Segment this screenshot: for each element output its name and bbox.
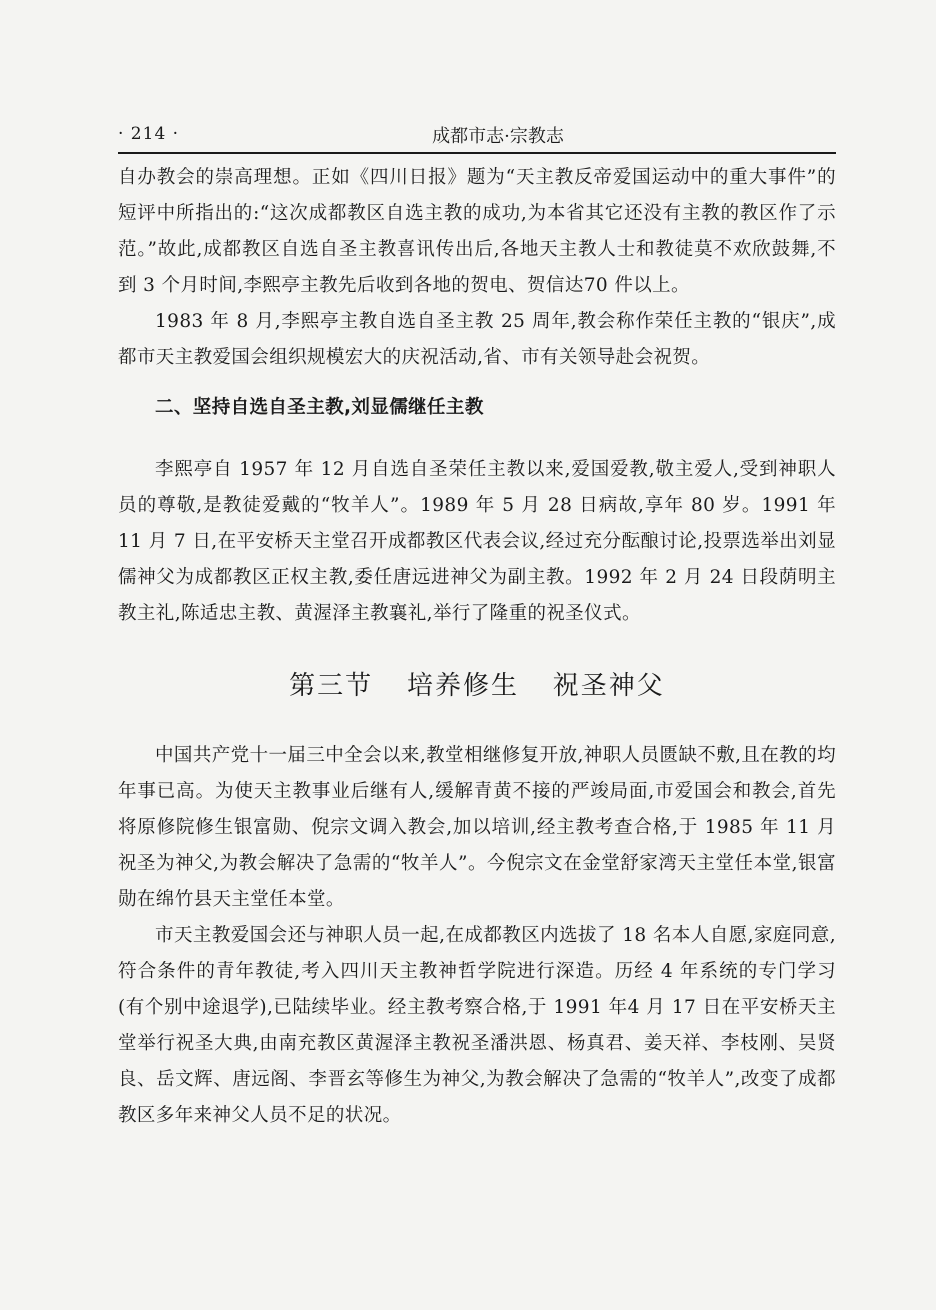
paragraph: 李熙亭自 1957 年 12 月自选自圣荣任主教以来,爱国爱教,敬主爱人,受到神职人员的尊敬,是教徒爱戴的“牧羊人”。1989 年 5 月 28 日病故,享年 80 岁。1991 年 11 月 7 日,在平安桥天主堂召开成都教区代表会议,经过充分酝酿讨论,投票选举出刘显儒神父为成都教区正权主教,委任唐远进神父为副主教。1992 年 2 月 24 日段荫明主教主礼,陈适忠主教、黄渥泽主教襄礼,举行了隆重的祝圣仪式。: [118, 459, 836, 624]
header-rule: [118, 152, 836, 154]
section-heading: [118, 666, 836, 706]
section-title-part: 祝圣神父: [552, 671, 665, 701]
paragraph: 市天主教爱国会还与神职人员一起,在成都教区内选拔了 18 名本人自愿,家庭同意,符合条件的青年教徒,考入四川天主教神哲学院进行深造。历经 4 年系统的专门学习(有个别中途退学),已陆续毕业。经主教考察合格,于 1991 年4 月 17 日在平安桥天主堂举行祝圣大典,由南充教区黄渥泽主教祝圣潘洪恩、杨真君、姜天祥、李枝刚、吴贤良、岳文辉、唐远阁、李晋玄等修生为神父,为教会解决了急需的“牧羊人”,改变了成都教区多年来神父人员不足的状况。: [118, 925, 836, 1126]
section-number: 第三节: [289, 671, 374, 701]
subsection-heading: 二、坚持自选自圣主教,刘显儒继任主教: [155, 397, 484, 418]
body-text: [118, 160, 836, 1134]
paragraph: 1983 年 8 月,李熙亭主教自选自圣主教 25 周年,教会称作荣任主教的“银庆”,成都市天主教爱国会组织规模宏大的庆祝活动,省、市有关领导赴会祝贺。: [118, 311, 836, 368]
section-title-part: 培养修生: [406, 671, 519, 701]
paragraph: 自办教会的崇高理想。正如《四川日报》题为“天主教反帝爱国运动中的重大事件”的短评中所指出的:“这次成都教区自选主教的成功,为本省其它还没有主教的教区作了示范。”故此,成都教区自选自圣主教喜讯传出后,各地天主教人士和教徒莫不欢欣鼓舞,不到 3 个月时间,李熙亭主教先后收到各地的贺电、贺信达70 件以上。: [118, 167, 836, 296]
paragraph: 中国共产党十一届三中全会以来,教堂相继修复开放,神职人员匮缺不敷,且在教的均年事已高。为使天主教事业后继有人,缓解青黄不接的严竣局面,市爱国会和教会,首先将原修院修生银富勋、倪宗文调入教会,加以培训,经主教考查合格,于 1985 年 11 月祝圣为神父,为教会解决了急需的“牧羊人”。今倪宗文在金堂舒家湾天主堂任本堂,银富勋在绵竹县天主堂任本堂。: [118, 745, 836, 910]
page-header: [118, 118, 836, 152]
page-number: · 214 ·: [118, 124, 180, 144]
running-title: 成都市志·宗教志: [432, 126, 564, 147]
